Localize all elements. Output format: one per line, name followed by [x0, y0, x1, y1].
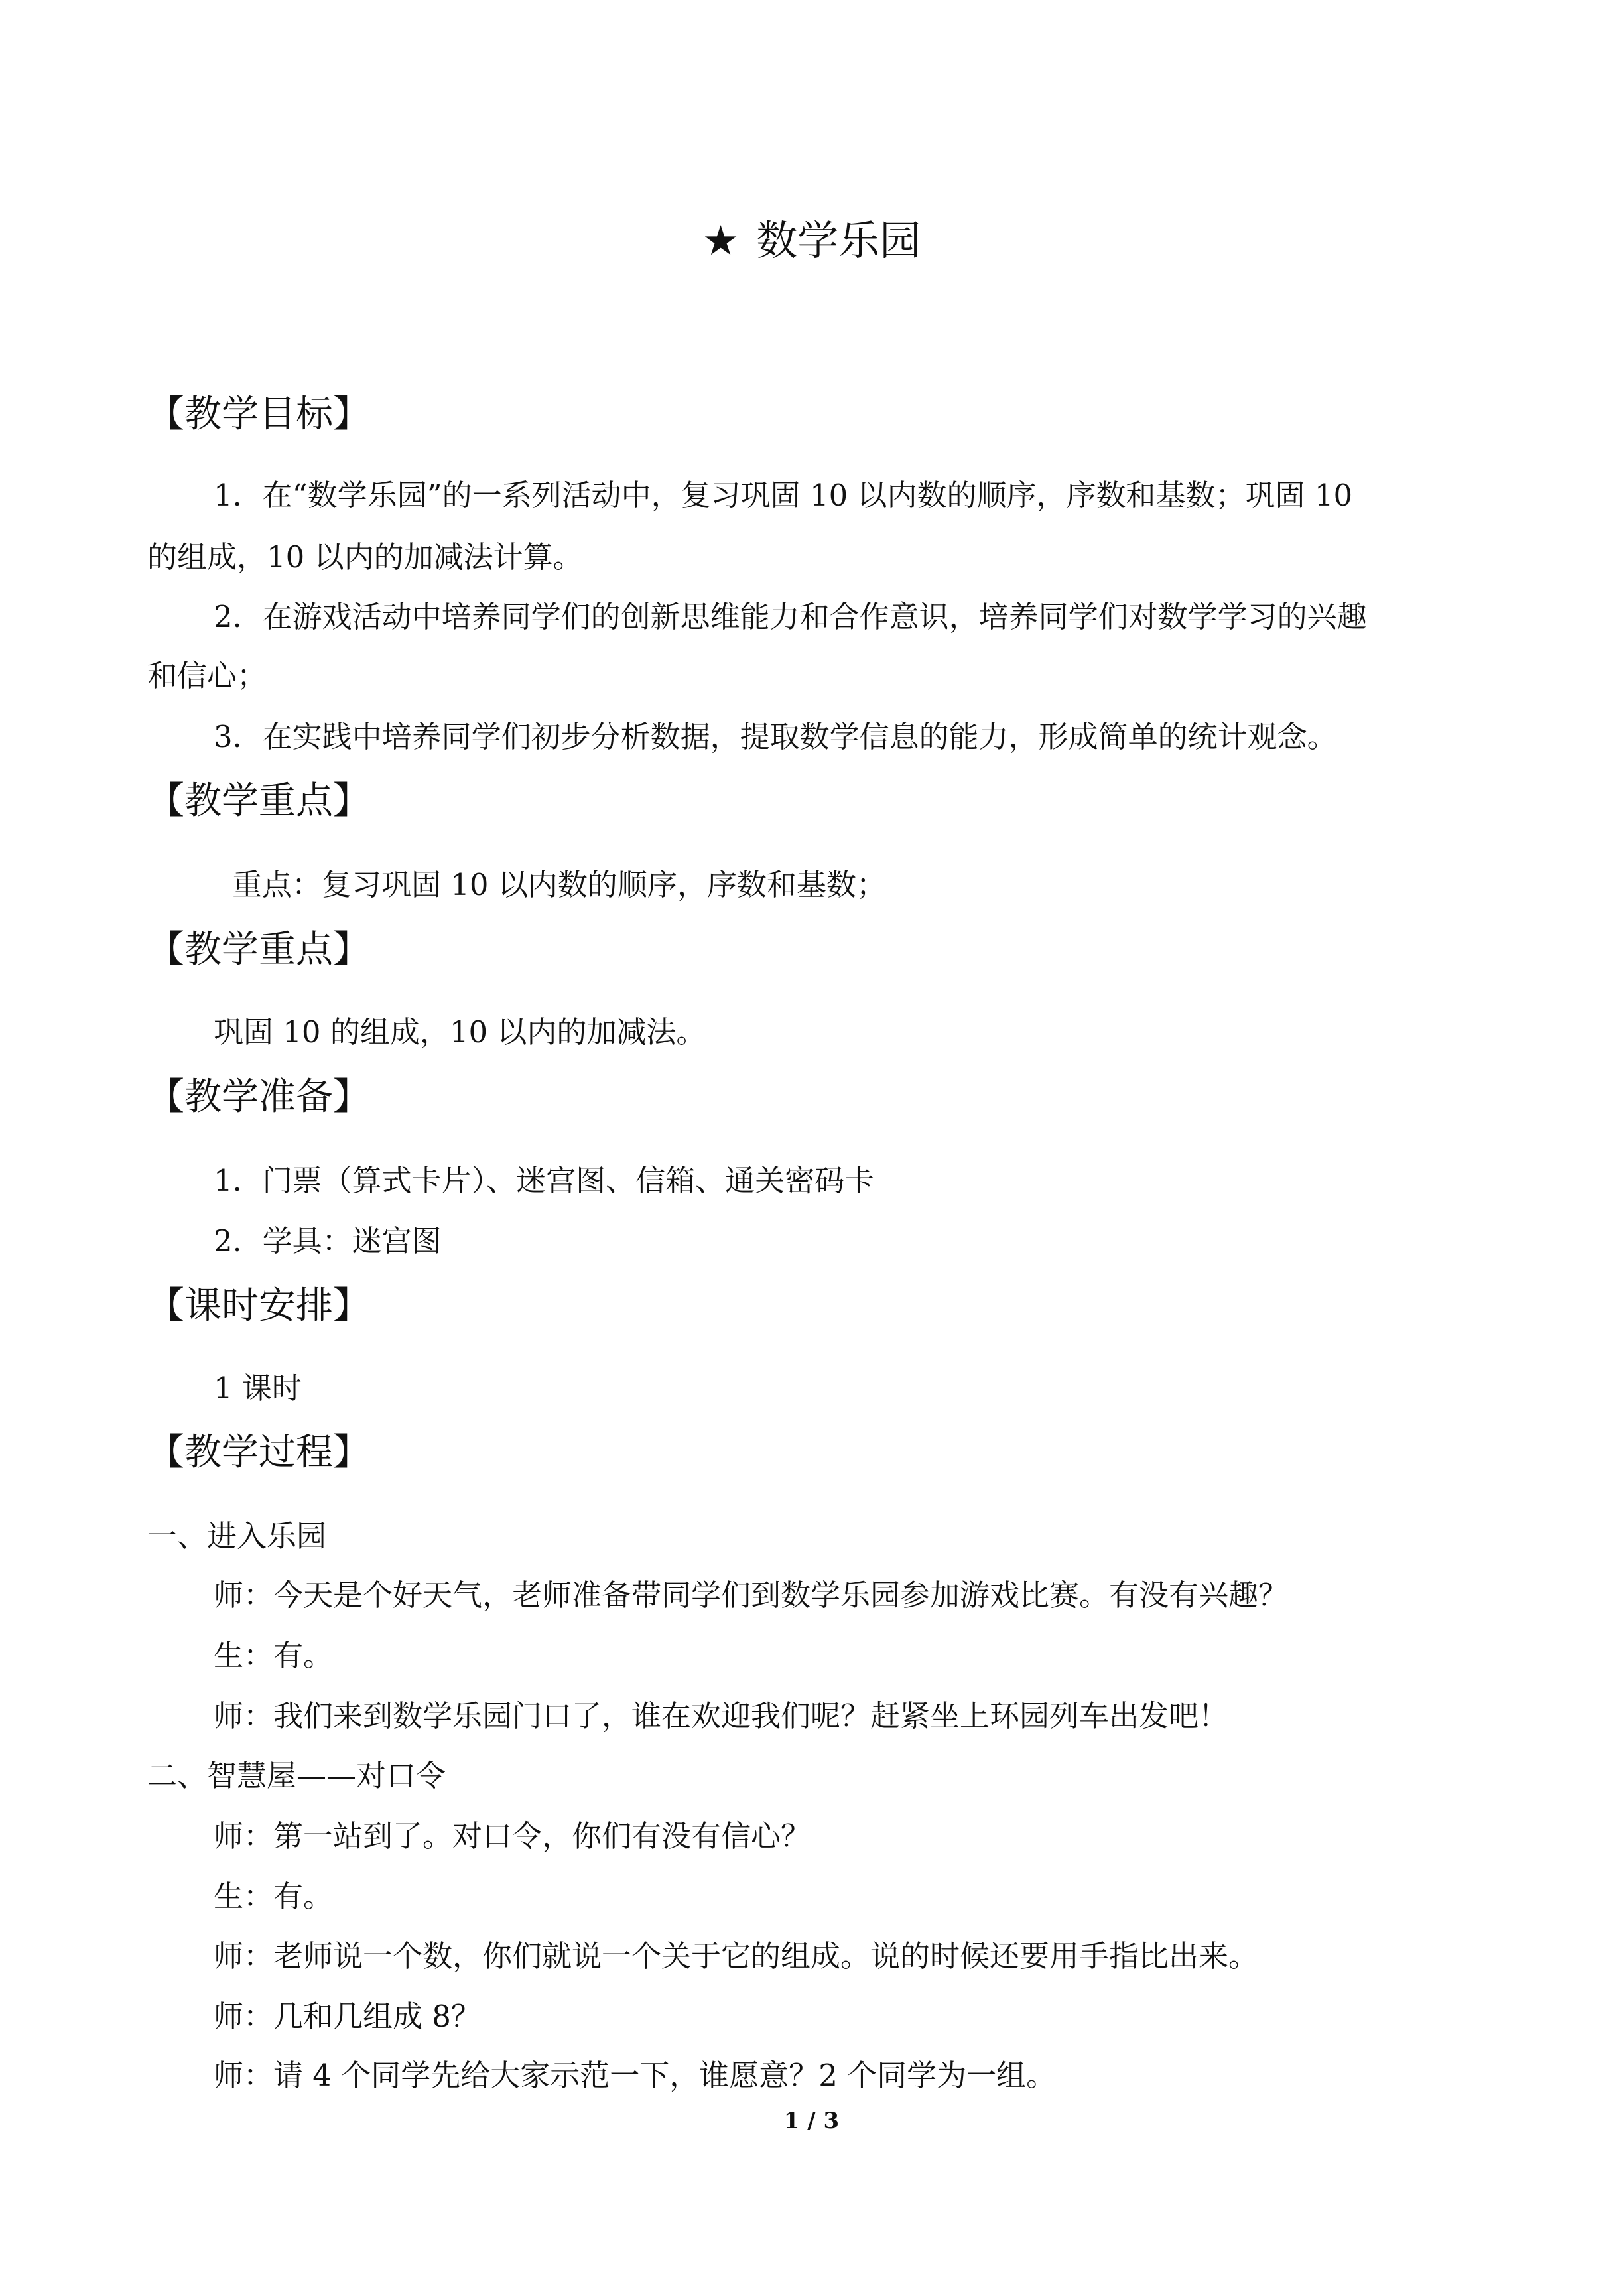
- heading-teaching-goals: 【教学目标】: [147, 393, 370, 436]
- process-part-1-line: 师：我们来到数学乐园门口了，谁在欢迎我们呢？赶紧坐上环园列车出发吧！: [214, 1698, 1229, 1733]
- process-part-2-line: 生：有。: [214, 1879, 334, 1914]
- goal-3: 3．在实践中培养同学们初步分析数据，提取数学信息的能力，形成简单的统计观念。: [214, 719, 1337, 754]
- preparation-item-2: 2．学具：迷宫图: [214, 1223, 442, 1258]
- schedule-text: 1 课时: [214, 1371, 302, 1406]
- key-point-2-text: 巩固 10 的组成，10 以内的加减法。: [214, 1014, 706, 1049]
- star-icon: ★: [702, 216, 740, 265]
- process-part-1-line: 生：有。: [214, 1638, 334, 1673]
- process-part-1-line: 师：今天是个好天气，老师准备带同学们到数学乐园参加游戏比赛。有没有兴趣？: [214, 1578, 1289, 1613]
- heading-key-points: 【教学重点】: [147, 779, 370, 823]
- process-part-2-line: 师：请 4 个同学先给大家示范一下，谁愿意？2 个同学为一组。: [214, 2058, 1057, 2093]
- preparation-item-1: 1．门票（算式卡片）、迷宫图、信箱、通关密码卡: [214, 1163, 875, 1198]
- process-part-1-title: 一、进入乐园: [147, 1519, 327, 1554]
- goal-1-line-1: 1．在“数学乐园”的一系列活动中，复习巩固 10 以内数的顺序，序数和基数；巩固 10: [214, 478, 1353, 513]
- process-part-2-line: 师：第一站到了。对口令，你们有没有信心？: [214, 1818, 811, 1854]
- heading-key-points-2: 【教学重点】: [147, 928, 370, 971]
- goal-2-line-2: 和信心；: [147, 658, 267, 693]
- title-text: 数学乐园: [756, 216, 921, 265]
- page-number: 1 / 3: [783, 2108, 840, 2134]
- process-part-2-title: 二、智慧屋——对口令: [147, 1758, 446, 1793]
- document-title: [0, 211, 1623, 271]
- heading-schedule: 【课时安排】: [147, 1284, 370, 1327]
- process-part-2-line: 师：老师说一个数，你们就说一个关于它的组成。说的时候还要用手指比出来。: [214, 1938, 1259, 1974]
- process-part-2-line: 师：几和几组成 8？: [214, 1999, 481, 2034]
- heading-process: 【教学过程】: [147, 1431, 370, 1474]
- goal-2-line-1: 2．在游戏活动中培养同学们的创新思维能力和合作意识，培养同学们对数学学习的兴趣: [214, 599, 1367, 634]
- key-point-text: 重点：复习巩固 10 以内数的顺序，序数和基数；: [232, 867, 886, 902]
- goal-1-line-2: 的组成，10 以内的加减法计算。: [147, 539, 583, 574]
- heading-preparation: 【教学准备】: [147, 1075, 370, 1118]
